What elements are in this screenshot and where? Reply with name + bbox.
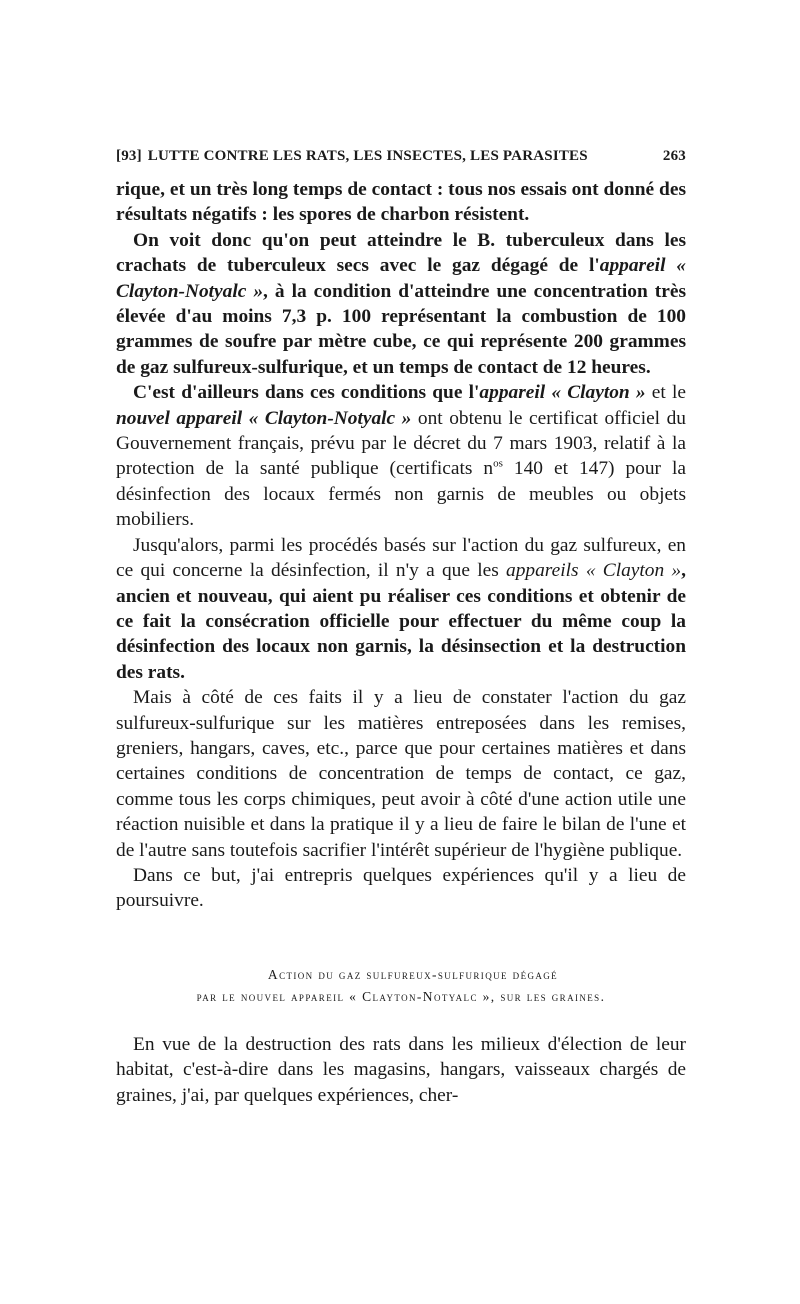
text-run: rique, et un très long temps de contact : tous nos essais ont donné des résultats négatifs : les spores de charbon résistent. bbox=[116, 179, 686, 226]
paragraph bbox=[116, 863, 686, 914]
text-run: nouvel appareil « Clayton-Notyalc » bbox=[116, 407, 412, 429]
text-run: On voit donc qu'on peut atteindre le B. tuberculeux dans les crachats de tuberculeux secs avec le gaz dégagé de l' bbox=[116, 229, 686, 277]
paragraph bbox=[116, 380, 686, 532]
book-page bbox=[116, 148, 686, 1108]
paragraph bbox=[116, 177, 686, 228]
text-run: et le bbox=[645, 382, 686, 404]
paragraph bbox=[116, 533, 686, 685]
text-run: os bbox=[493, 458, 503, 470]
text-run: C'est d'ailleurs dans ces conditions que l' bbox=[133, 382, 480, 404]
section-heading-line-2: par le nouvel appareil « Clayton-Notyalc », sur les graines. bbox=[196, 988, 606, 1004]
text-run: appareil « Clayton-Notyalc » bbox=[116, 255, 686, 302]
text-run: Dans ce but, j'ai entrepris quelques expériences qu'il y a lieu de poursuivre. bbox=[116, 864, 686, 912]
running-header-left bbox=[116, 148, 588, 165]
section-heading bbox=[116, 964, 686, 1008]
text-run: , ancien et nouveau, qui aient pu réaliser ces conditions et obtenir de ce fait la consécration officielle pour effectuer du même coup la désinfection des locaux non garnis, la désinsection et la destruction des rats. bbox=[116, 560, 686, 683]
text-run: appareils « Clayton » bbox=[506, 560, 682, 582]
text-run: ont obtenu le certificat officiel du Gouvernement français, prévu par le décret du 7 mars 1903, relatif à la protection de la santé publique (certificats n bbox=[116, 407, 686, 480]
text-run: Mais à côté de ces faits il y a lieu de constater l'action du gaz sulfureux-sulfurique sur les matières entreposées dans les remises, greniers, hangars, caves, etc., parce que pour certaines matières et dans certaines conditions de concentration de temps de contact, ce gaz, comme tous les corps chimiques, peut avoir à côté d'une action utile une réaction nuisible et dans la pratique il y a lieu de faire le bilan de l'une et de l'autre sans toutefois sacrifier l'intérêt supérieur de l'hygiène publique. bbox=[116, 687, 686, 861]
final-paragraph: En vue de la destruction des rats dans les milieux d'élection de leur habitat, c'est-à-dire dans les magasins, hangars, vaisseaux chargés de graines, j'ai, par quelques expériences, cher- bbox=[116, 1033, 686, 1106]
text-run: Jusqu'alors, parmi les procédés basés sur l'action du gaz sulfureux, en ce qui concerne la désinfection, il n'y a que les bbox=[116, 534, 686, 582]
body-text bbox=[116, 177, 686, 914]
running-header bbox=[116, 148, 686, 165]
section-heading-line-1: Action du gaz sulfureux-sulfurique dégagé bbox=[267, 966, 559, 982]
page-number: 263 bbox=[662, 148, 686, 164]
text-run: 140 et 147) pour la désinfection des locaux fermés non garnis de meubles ou objets mobiliers. bbox=[116, 458, 686, 531]
running-title: LUTTE CONTRE LES RATS, LES INSECTES, LES PARASITES bbox=[147, 148, 588, 164]
text-run: , à la condition d'atteindre une concentration très élevée d'au moins 7,3 p. 100 représentant la combustion de 100 grammes de soufre par mètre cube, ce qui représente 200 grammes de gaz sulfureux-sulfurique, et un temps de contact de 12 heures. bbox=[116, 280, 687, 378]
paragraph bbox=[116, 685, 686, 863]
paragraph bbox=[116, 228, 686, 380]
page-reference: [93] bbox=[116, 148, 142, 164]
text-run: appareil « Clayton » bbox=[479, 382, 646, 404]
